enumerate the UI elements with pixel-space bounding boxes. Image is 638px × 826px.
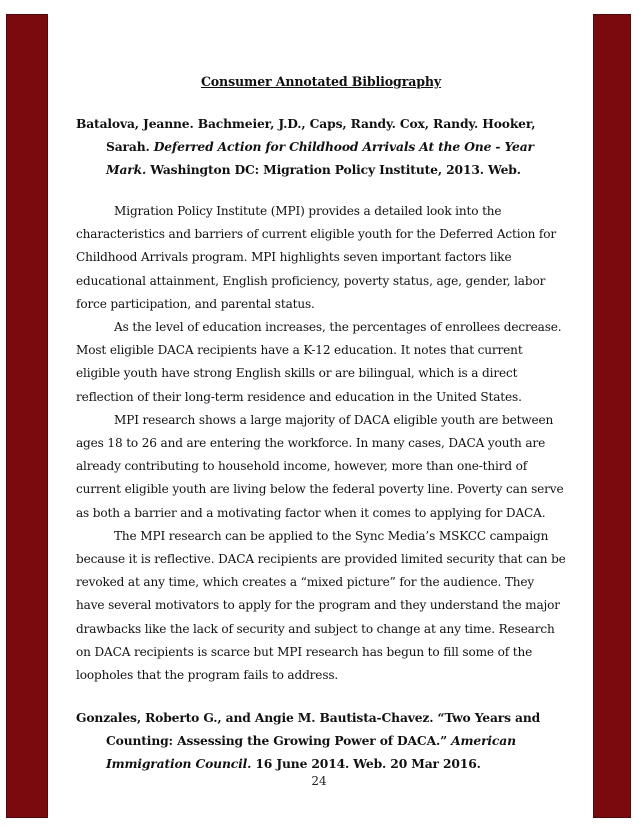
page-title: Consumer Annotated Bibliography xyxy=(200,74,442,89)
citation-publication: Washington DC: Migration Policy Institute, 2013. Web. xyxy=(146,162,521,177)
spacer xyxy=(76,687,566,706)
annotation-paragraph-4: The MPI research can be applied to the Sync Media’s MSKCC campaign because it is reflective. DACA recipients are provided limited security that can be revoked at any time, which creates a “mixed picture” for the audience. They have several motivators to apply for the program and they understand the major drawbacks like the lack of security and subject to change at any time. Research on DACA recipients is scarce but MPI research has begun to fill some of the loopholes that the program fails to address. xyxy=(76,528,566,683)
annotation-paragraph-3: MPI research shows a large majority of DACA eligible youth are between ages 18 to 26 and are entering the workforce. In many cases, DACA youth are already contributing to household income, however, more than one-third of current eligible youth are living below the federal poverty line. Poverty can serve as both a barrier and a motivating factor when it comes to applying for DACA. xyxy=(76,412,564,520)
citation-work-title: Deferred Action for Childhood Arrivals At the One - Year Mark. xyxy=(106,139,534,177)
citation-publication: 16 June 2014. Web. 20 Mar 2016. xyxy=(251,756,481,772)
citation-batalova xyxy=(76,112,566,181)
document-page xyxy=(76,60,566,775)
citation-gonzales xyxy=(76,706,566,775)
citation-authors: Gonzales, Roberto G., and Angie M. Bautista-Chavez. “Two Years and Counting: Assessing the Growing Power of DACA.” xyxy=(76,710,541,749)
right-border-bar xyxy=(593,14,631,818)
page-number: 24 xyxy=(311,774,327,788)
annotation-paragraph-1: Migration Policy Institute (MPI) provides a detailed look into the characteristics and barriers of current eligible youth for the Deferred Action for Childhood Arrivals program. MPI highlights seven important factors like educational attainment, English proficiency, poverty status, age, gender, labor force participation, and parental status. xyxy=(76,204,557,311)
left-border-bar xyxy=(6,14,48,818)
spacer xyxy=(76,181,566,200)
citation-authors: Batalova, Jeanne. Bachmeier, J.D., Caps, Randy. Cox, Randy. Hooker, Sarah. xyxy=(76,116,536,154)
citation-journal: American Immigration Council. xyxy=(106,733,516,772)
annotation-paragraph-2: As the level of education increases, the percentages of enrollees decrease. Most eligible DACA recipients have a K-12 education. It notes that current eligible youth have strong English skills or are bilingual, which is a direct reflection of their long-term residence and education in the United States. xyxy=(76,320,562,404)
